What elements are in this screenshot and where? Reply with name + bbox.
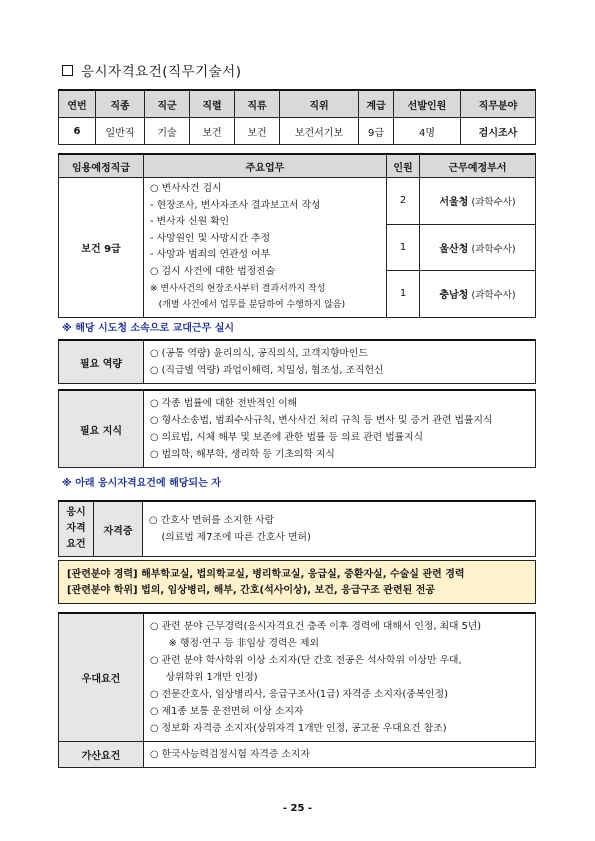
knowledge-list bbox=[144, 390, 536, 468]
preference-item: ○ 전문간호사, 임상병리사, 응급구조사(1급) 자격증 소지자(중복인정) bbox=[150, 689, 448, 700]
position-header: 직렬 bbox=[190, 90, 235, 118]
duty-item: ※ 변사사건의 현장조사부터 결과서까지 작성 bbox=[150, 283, 326, 294]
preference-item: ○ 관련 분야 학사학위 이상 소지자(단 간호 전공은 석사학위 이상만 우대, bbox=[150, 655, 462, 666]
office-count: 1 bbox=[387, 271, 420, 318]
duty-item: ○ 검시 사건에 대한 법정진술 bbox=[150, 265, 276, 277]
preference-item: ○ 제1종 보통 운전면허 이상 소지자 bbox=[150, 706, 304, 717]
competency-item: ○ (공통 역량) 윤리의식, 공직의식, 고객지향마인드 bbox=[150, 348, 368, 359]
related-degree: [관련분야 학위] 법의, 임상병리, 해부, 간호(석사이상), 보건, 응급구조 관련된 전공 bbox=[67, 585, 436, 596]
eligibility-label-line: 자격 bbox=[66, 523, 86, 534]
position-cell: 4명 bbox=[394, 118, 461, 145]
position-header: 선발인원 bbox=[394, 90, 461, 118]
eligibility-item: (의료법 제7조에 따른 간호사 면허) bbox=[149, 532, 311, 543]
competency-item: ○ (직급별 역량) 과업이해력, 치밀성, 협조성, 조직헌신 bbox=[150, 365, 384, 376]
preference-item: ○ 정보화 자격증 소지자(상위자격 1개만 인정, 공고문 우대요건 참조) bbox=[150, 723, 447, 734]
office-dept: (과학수사) bbox=[471, 290, 516, 302]
position-cell: 보건 bbox=[235, 118, 280, 145]
position-cell: 보건서기보 bbox=[280, 118, 359, 145]
office-cell bbox=[420, 224, 536, 271]
position-header: 연번 bbox=[59, 90, 96, 118]
rotation-note: ※ 해당 시도청 소속으로 교대근무 실시 bbox=[62, 323, 235, 334]
duty-header: 근무예정부서 bbox=[420, 154, 536, 178]
position-header: 직위 bbox=[280, 90, 359, 118]
position-header: 계급 bbox=[359, 90, 394, 118]
preference-item: ※ 행정·연구 등 非임상 경력은 제외 bbox=[150, 638, 319, 649]
grade-cell: 보건 9급 bbox=[59, 178, 144, 318]
page-title bbox=[62, 60, 241, 80]
duty-table bbox=[58, 153, 536, 318]
competency-list bbox=[144, 340, 536, 384]
duty-header: 임용예정직급 bbox=[59, 154, 144, 178]
position-cell: 보건 bbox=[190, 118, 235, 145]
duty-item: - 변사자 신원 확인 bbox=[150, 216, 230, 228]
eligibility-item: ○ 간호사 면허를 소지한 사람 bbox=[149, 515, 275, 526]
competency-label: 필요 역량 bbox=[59, 340, 144, 384]
eligibility-label-line: 요건 bbox=[66, 539, 86, 550]
duty-header: 인원 bbox=[387, 154, 420, 178]
preference-table bbox=[58, 612, 536, 768]
license-label: 자격증 bbox=[94, 501, 143, 557]
preference-item: ○ 관련 분야 근무경력(응시자격요건 충족 이후 경력에 대해서 인정, 최대 5년) bbox=[150, 621, 482, 632]
position-cell: 일반직 bbox=[96, 118, 145, 145]
position-cell: 9급 bbox=[359, 118, 394, 145]
duty-list bbox=[144, 178, 387, 318]
eligibility-list bbox=[143, 501, 536, 557]
knowledge-item: ○ 의료법, 시체 해부 및 보존에 관한 법률 등 의료 관련 법률지식 bbox=[150, 432, 424, 443]
competency-table bbox=[58, 339, 536, 384]
office-name: 서울청 bbox=[439, 197, 469, 209]
position-cell: 기술 bbox=[145, 118, 190, 145]
office-cell bbox=[420, 271, 536, 318]
duty-item: - 사망원인 및 사망시간 추정 bbox=[150, 232, 271, 244]
eligibility-note: ※ 아래 응시자격요건에 해당되는 자 bbox=[62, 478, 221, 489]
duty-header: 주요업무 bbox=[144, 154, 387, 178]
position-header: 직류 bbox=[235, 90, 280, 118]
duty-item: (개별 사건에서 업무를 분담하여 수행하지 않음) bbox=[150, 300, 346, 311]
office-count: 1 bbox=[387, 224, 420, 271]
position-header: 직무분야 bbox=[461, 90, 536, 118]
eligibility-table bbox=[58, 500, 536, 557]
knowledge-item: ○ 형사소송법, 범죄수사규칙, 변사사건 처리 규칙 등 변사 및 증거 관련 법률지식 bbox=[150, 415, 493, 426]
duty-item: ○ 변사사건 검시 bbox=[150, 183, 222, 194]
knowledge-label: 필요 지식 bbox=[59, 390, 144, 468]
preference-label: 우대요건 bbox=[59, 613, 144, 742]
related-career: [관련분야 경력] 해부학교실, 법의학교실, 병리학교실, 응급실, 중환자실, 수술실 관련 경력 bbox=[67, 569, 465, 580]
eligibility-label bbox=[59, 501, 94, 557]
office-dept: (과학수사) bbox=[471, 197, 516, 209]
knowledge-item: ○ 각종 법률에 대한 전반적인 이해 bbox=[150, 398, 298, 409]
bonus-item: ○ 한국사능력검정시험 자격증 소지자 bbox=[144, 742, 536, 768]
office-name: 울산청 bbox=[439, 243, 469, 255]
office-dept: (과학수사) bbox=[471, 243, 516, 255]
office-cell bbox=[420, 178, 536, 225]
position-table bbox=[58, 89, 536, 145]
eligibility-label-line: 응시 bbox=[66, 507, 86, 518]
duty-item: - 사망과 범죄의 연관성 여부 bbox=[150, 249, 271, 261]
bonus-label: 가산요건 bbox=[59, 742, 144, 768]
preference-list bbox=[144, 613, 536, 742]
knowledge-table bbox=[58, 389, 536, 468]
preference-item: 상위학위 1개만 인정) bbox=[150, 672, 258, 683]
page-title-text: 응시자격요건(직무기술서) bbox=[81, 64, 242, 80]
position-cell: 6 bbox=[59, 118, 96, 145]
duty-item: - 현장조사, 변사자조사 결과보고서 작성 bbox=[150, 199, 321, 211]
page-number: - 25 - bbox=[282, 803, 313, 814]
position-header: 직종 bbox=[96, 90, 145, 118]
checkbox-square-icon bbox=[62, 65, 73, 76]
position-cell: 검시조사 bbox=[461, 118, 536, 145]
position-header: 직군 bbox=[145, 90, 190, 118]
related-field-box bbox=[58, 560, 536, 604]
office-name: 충남청 bbox=[439, 290, 469, 302]
knowledge-item: ○ 법의학, 해부학, 생리학 등 기초의학 지식 bbox=[150, 449, 335, 460]
office-count: 2 bbox=[387, 178, 420, 225]
